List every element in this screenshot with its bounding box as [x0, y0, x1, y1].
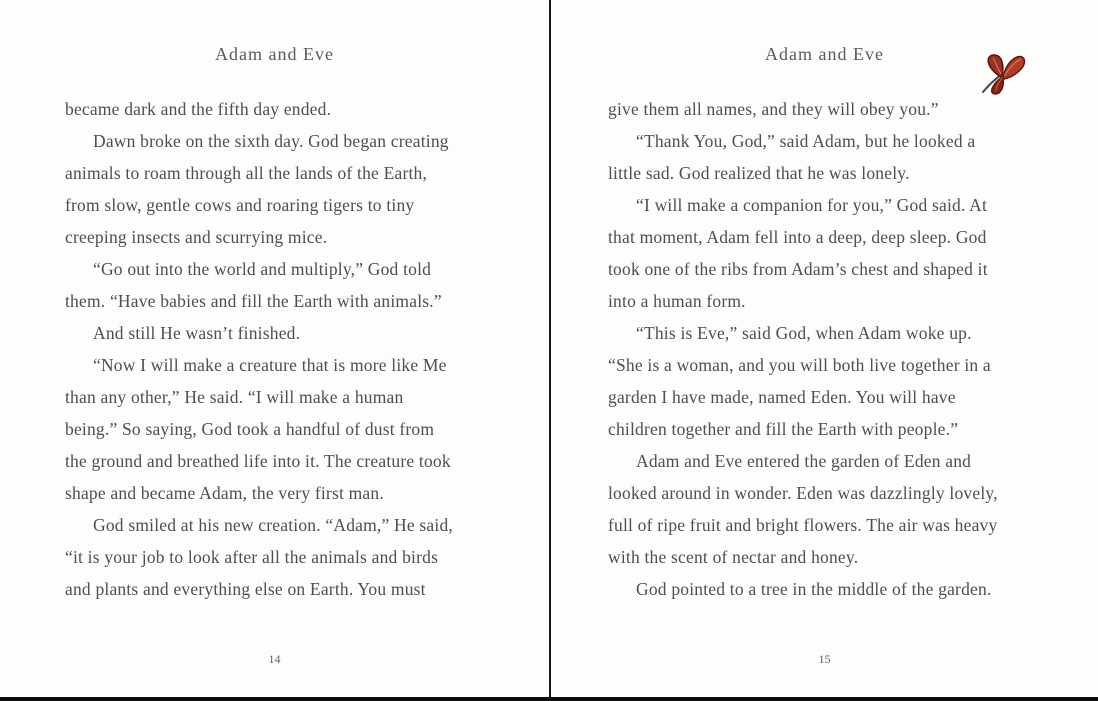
bottom-border — [0, 697, 1098, 701]
text-line: give them all names, and they will obey you.” — [608, 99, 939, 119]
text-line: garden I have made, named Eden. You will have — [608, 387, 956, 407]
text-line: that moment, Adam fell into a deep, deep sleep. God — [608, 227, 987, 247]
text-line: from slow, gentle cows and roaring tigers to tiny — [65, 195, 415, 215]
text-line: little sad. God realized that he was lonely. — [608, 163, 910, 183]
text-line: “Thank You, God,” said Adam, but he looked a — [636, 131, 976, 151]
text-line: God pointed to a tree in the middle of the garden. — [636, 579, 992, 599]
text-line: God smiled at his new creation. “Adam,” He said, — [93, 515, 453, 535]
body-text — [608, 93, 1032, 605]
text-line: became dark and the fifth day ended. — [65, 99, 332, 119]
text-line: “This is Eve,” said God, when Adam woke up. — [636, 323, 972, 343]
page-right — [551, 0, 1098, 697]
text-line: with the scent of nectar and honey. — [608, 547, 859, 567]
text-line: full of ripe fruit and bright flowers. The air was heavy — [608, 515, 998, 535]
page-number: 14 — [268, 652, 281, 666]
text-line: “Now I will make a creature that is more like Me — [93, 355, 447, 375]
page-header: Adam and Eve — [215, 44, 334, 64]
text-line: them. “Have babies and fill the Earth with animals.” — [65, 291, 442, 311]
body-text — [65, 93, 483, 605]
text-line: took one of the ribs from Adam’s chest and shaped it — [608, 259, 988, 279]
text-line: Dawn broke on the sixth day. God began creating — [93, 131, 449, 151]
text-line: creeping insects and scurrying mice. — [65, 227, 328, 247]
text-line: into a human form. — [608, 291, 746, 311]
text-line: the ground and breathed life into it. The creature took — [65, 451, 451, 471]
text-line: Adam and Eve entered the garden of Eden and — [636, 451, 972, 471]
text-line: being.” So saying, God took a handful of dust from — [65, 419, 435, 439]
text-line: “Go out into the world and multiply,” God told — [93, 259, 432, 279]
text-line: animals to roam through all the lands of the Earth, — [65, 163, 428, 183]
text-line: children together and fill the Earth with people.” — [608, 419, 959, 439]
page-number: 15 — [818, 652, 831, 666]
text-line: shape and became Adam, the very first man. — [65, 483, 384, 503]
text-line: “I will make a companion for you,” God said. At — [636, 195, 988, 215]
text-line: And still He wasn’t finished. — [93, 323, 301, 343]
text-line: “it is your job to look after all the animals and birds — [65, 547, 439, 567]
text-line: than any other,” He said. “I will make a human — [65, 387, 404, 407]
text-line: and plants and everything else on Earth. You must — [65, 579, 426, 599]
page-header: Adam and Eve — [765, 44, 884, 64]
page-left — [0, 0, 549, 697]
text-line: looked around in wonder. Eden was dazzlingly lovely, — [608, 483, 998, 503]
text-line: “She is a woman, and you will both live together in a — [608, 355, 991, 375]
